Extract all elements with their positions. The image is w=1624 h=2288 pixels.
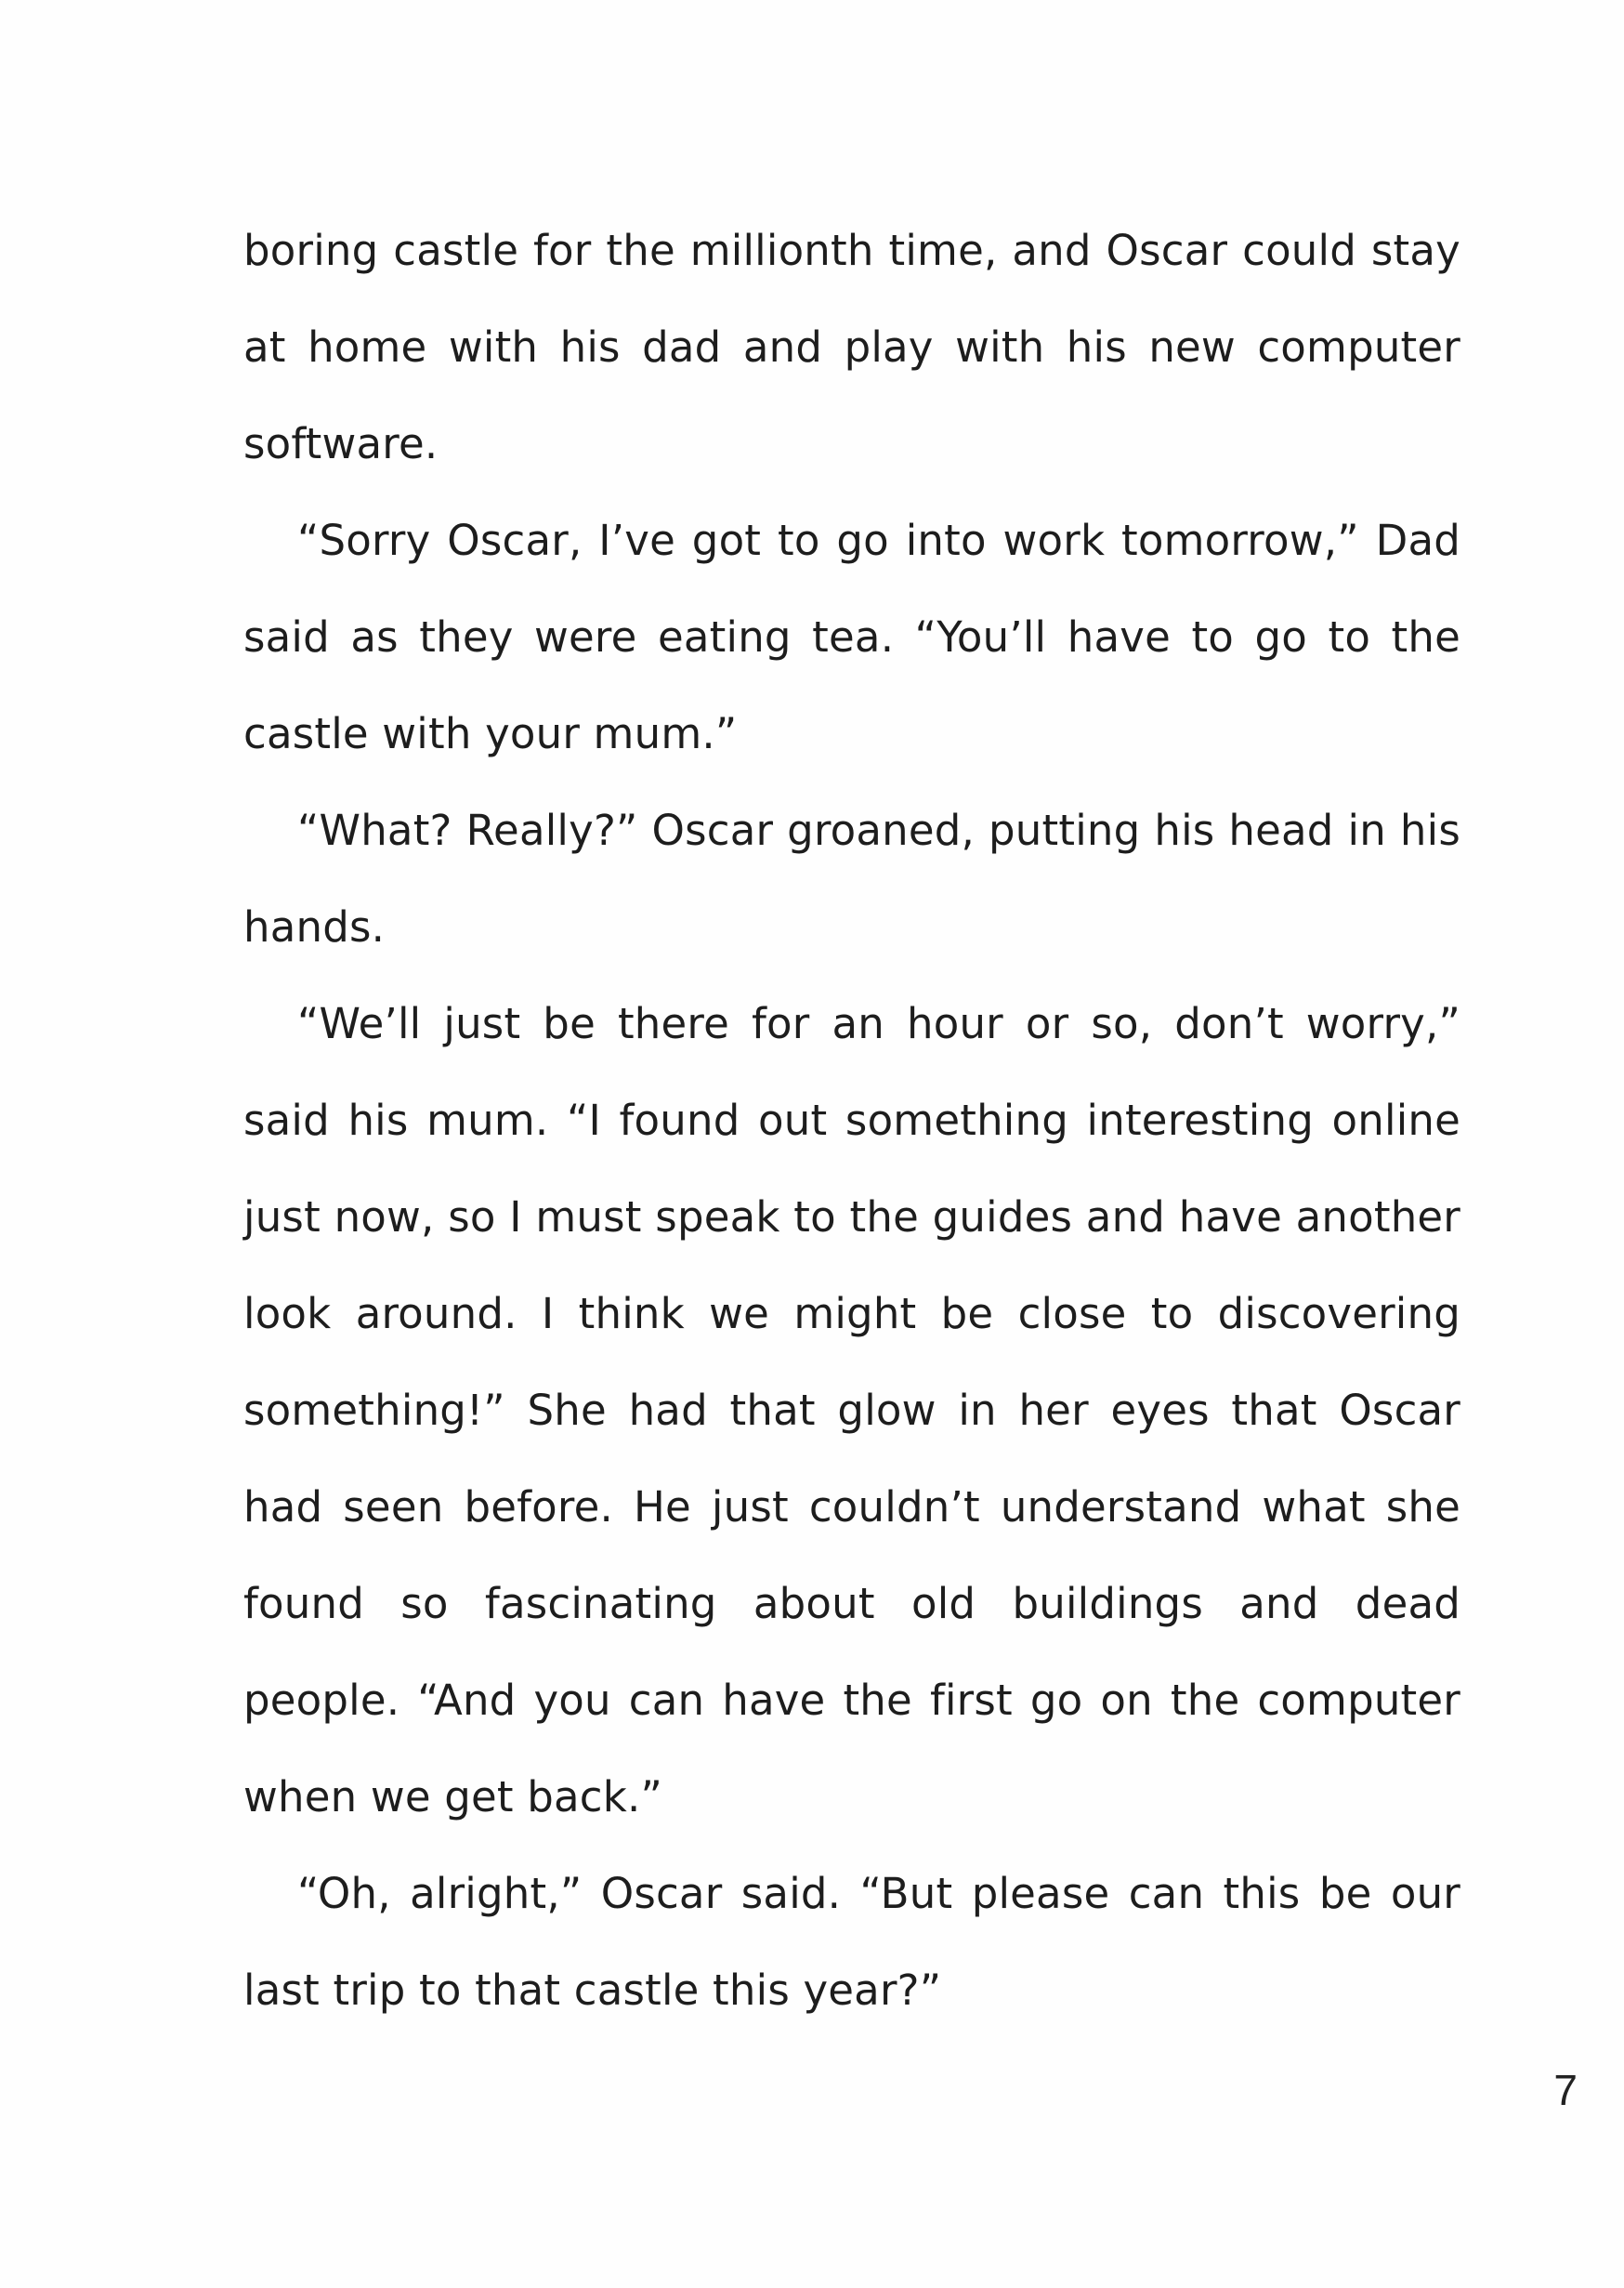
paragraph-3: “What? Really?” Oscar groaned, putting his head in his hands.	[243, 806, 1460, 952]
paragraph-4: “We’ll just be there for an hour or so, don’t worry,” said his mum. “I found out something interesting online just now, so I must speak to the guides and have another look around. I think we might be close to discovering something!” She had that glow in her eyes that Oscar had seen before. He just couldn’t understand what she found so fascinating about old buildings and dead people. “And you can have the first go on the computer when we get back.”	[243, 999, 1460, 1821]
paragraph-1: boring castle for the millionth time, and Oscar could stay at home with his dad and play with his new computer software.	[243, 226, 1460, 468]
paragraph-5: “Oh, alright,” Oscar said. “But please can this be our last trip to that castle this year?”	[243, 1869, 1460, 2015]
paragraph-2: “Sorry Oscar, I’ve got to go into work tomorrow,” Dad said as they were eating tea. “You’ll have to go to the castle with your mum.”	[243, 516, 1460, 758]
story-text	[243, 203, 1460, 2039]
page-number: 7	[1553, 2066, 1578, 2114]
